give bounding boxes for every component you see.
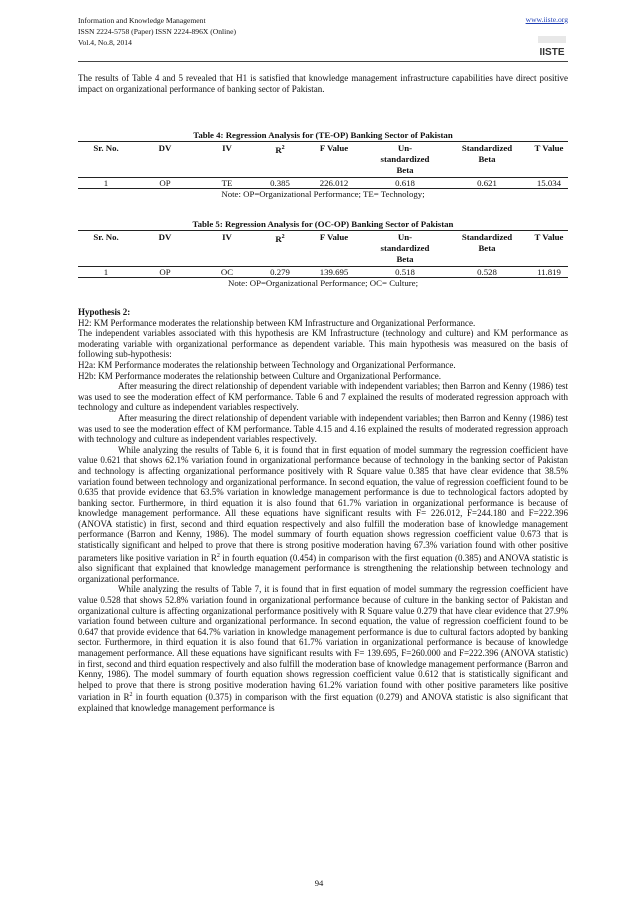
cell-f: 139.695 (319, 267, 349, 277)
col-std: Standardized Beta (461, 143, 513, 164)
cell-iv: TE (221, 178, 233, 188)
cell-std: 0.528 (477, 267, 497, 277)
logo-text: IISTE (539, 47, 565, 58)
col-std: Standardized Beta (461, 232, 513, 253)
issn-line: ISSN 2224-5758 (Paper) ISSN 2224-896X (Online) (78, 27, 236, 36)
cell-unstd: 0.618 (395, 178, 415, 188)
table4-header-row (78, 142, 568, 178)
cell-iv: OC (220, 267, 234, 277)
col-r2: $R^2$ (275, 233, 285, 244)
cell-sr: 1 (103, 178, 109, 188)
table4-note: Note: OP=Organizational Performance; TE= Technology; (221, 189, 425, 199)
col-unstd: Un- standardized Beta (380, 143, 430, 175)
col-dv: DV (158, 143, 172, 153)
col-f: F Value (319, 232, 349, 242)
cell-r2: 0.385 (270, 178, 290, 188)
col-f: F Value (319, 143, 349, 153)
running-header (78, 15, 568, 48)
paragraph-independent-variables: The independent variables associated with this hypothesis are KM Infrastructure (technology and culture) and KM performance as moderating variable with organizational performance as dependent variable. This main hypothesis was measured on the basis of following sub-hypothesis: (78, 328, 568, 360)
col-unstd: Un- standardized Beta (380, 232, 430, 264)
hypothesis-h2: H2: KM Performance moderates the relationship between KM Infrastructure and Organizational Performance. (78, 317, 476, 328)
cell-t: 11.819 (537, 267, 561, 277)
cell-sr: 1 (103, 267, 109, 277)
journal-url-link[interactable]: www.iiste.org (525, 15, 568, 24)
header-rule (78, 61, 568, 62)
col-sr: Sr. No. (93, 232, 119, 242)
cell-r2: 0.279 (270, 267, 290, 277)
page-number: 94 (314, 878, 324, 888)
table5-caption: Table 5: Regression Analysis for (OC-OP) Banking Sector of Pakistan (192, 219, 454, 229)
hypothesis-h2b: H2b: KM Performance moderates the relationship between Culture and Organizational Performance. (78, 370, 441, 381)
journal-name: Information and Knowledge Management (78, 16, 206, 25)
paragraph-moderation-1: After measuring the direct relationship of dependent variable with independent variables; then Barron and Kenny (1986) test was used to see the moderation effect of KM performance. Table 6 and 7 explained the results of moderated regression approach with technology and culture as independent variables respectively. (78, 381, 568, 413)
cell-t: 15.034 (536, 178, 562, 188)
paragraph-table7-analysis: While analyzing the results of Table 7, it is found that in first equation of model summary the regression coefficient have value 0.528 that shows 52.8% variation found in organizational performance because of culture in the banking sector of Pakistan and organizational culture is affecting organizational performance positively with R Square value 0.279 that have clear evidence that 27.9% variation found between culture and organizational performance. In second equation, the value of regression coefficient found to be 0.647 that provide evidence that 64.7% variation in knowledge management performance is due to cultural factors adopted by banking sector. Furthermore, in third equation it is also found that 61.7% variation in organizational performance is because of knowledge management performance. All these equations have significant results with F= 139.695, F=260.000 and F=222.396 (ANOVA statistic) in first, second and third equation respectively and also fulfill the moderation base of knowledge management performance (Barron and Kenny, 1986). The model summary of fourth equation shows regression coefficient value 0.612 that is statistically significant and helped to prove that there is strong positive moderation having 61.2% variation found with other positive parameters like positive variation in $R^2$ in fourth equation (0.375) in comparison with the first equation (0.279) and ANOVA statistic is also significant that explained that knowledge management performance is (78, 584, 568, 713)
table5 (78, 230, 568, 278)
cell-f: 226.012 (319, 178, 349, 188)
hypothesis-section (78, 307, 568, 714)
col-r2: $R^2$ (275, 144, 285, 155)
table-row (78, 178, 568, 189)
cell-std: 0.621 (477, 178, 497, 188)
cell-unstd: 0.518 (395, 267, 415, 277)
col-t: T Value (534, 143, 564, 153)
paragraph-moderation-2: After measuring the direct relationship of dependent variable with independent variables; then Barron and Kenny (1986) test was used to see the moderation effect of KM performance. Table 4.15 and 4.16 explained the results of moderated regression approach with technology and culture as independent variables respectively. (78, 412, 568, 445)
col-sr: Sr. No. (93, 143, 119, 153)
table5-note: Note: OP=Organizational Performance; OC= Culture; (227, 278, 419, 288)
cell-dv: OP (159, 267, 171, 277)
paragraph-table6-analysis: While analyzing the results of Table 6, it is found that in first equation of model summary the regression coefficient have value 0.621 that shows 62.1% variation found in organizational performance because of technology in the banking sector of Pakistan and technology is affecting organizational performance positively with R Square value 0.385 that have clear evidence that 38.5% variation found between technology and organizational performance. In second equation, the value of regression coefficient found to be 0.635 that provide evidence that 63.5% variation in knowledge management performance is due to technological factors adopted by banking sector. Furthermore, in third equation it is also found that 61.7% variation in organizational performance is because of knowledge management performance. All these equations have significant results with F= 226.012, F=244.180 and F=222.396 (ANOVA statistic) in first, second and third equation respectively and also fulfill the moderation base of knowledge management performance (Barron and Kenny, 1986). The model summary of fourth equation shows regression coefficient value 0.673 that is statistically significant and helped to prove that there is strong positive moderation having 67.3% variation found with other positive parameters like positive variation in $R^2$ in fourth equation (0.454) in comparison with the first equation (0.385) and ANOVA statistic is also significant that explained that knowledge management performance is strengthening the relationship between technology and organizational performance. (78, 444, 568, 584)
col-iv: IV (222, 143, 232, 153)
hypothesis-h2a: H2a: KM Performance moderates the relationship between Technology and Organizational Performance. (78, 359, 456, 370)
section-heading: Hypothesis 2: (78, 307, 131, 317)
table4 (78, 141, 568, 189)
volume-line: Vol.4, No.8, 2014 (78, 38, 132, 47)
table5-header-row (78, 231, 568, 267)
col-t: T Value (534, 232, 564, 242)
intro-paragraph: The results of Table 4 and 5 revealed that H1 is satisfied that knowledge management infrastructure capabilities have direct positive impact on organizational performance of banking sector of Pakistan. (78, 73, 568, 94)
col-iv: IV (222, 232, 232, 242)
table-row (78, 267, 568, 278)
iiste-logo (536, 34, 568, 58)
col-dv: DV (158, 232, 172, 242)
cell-dv: OP (159, 178, 171, 188)
table4-caption: Table 4: Regression Analysis for (TE-OP) Banking Sector of Pakistan (193, 130, 453, 140)
